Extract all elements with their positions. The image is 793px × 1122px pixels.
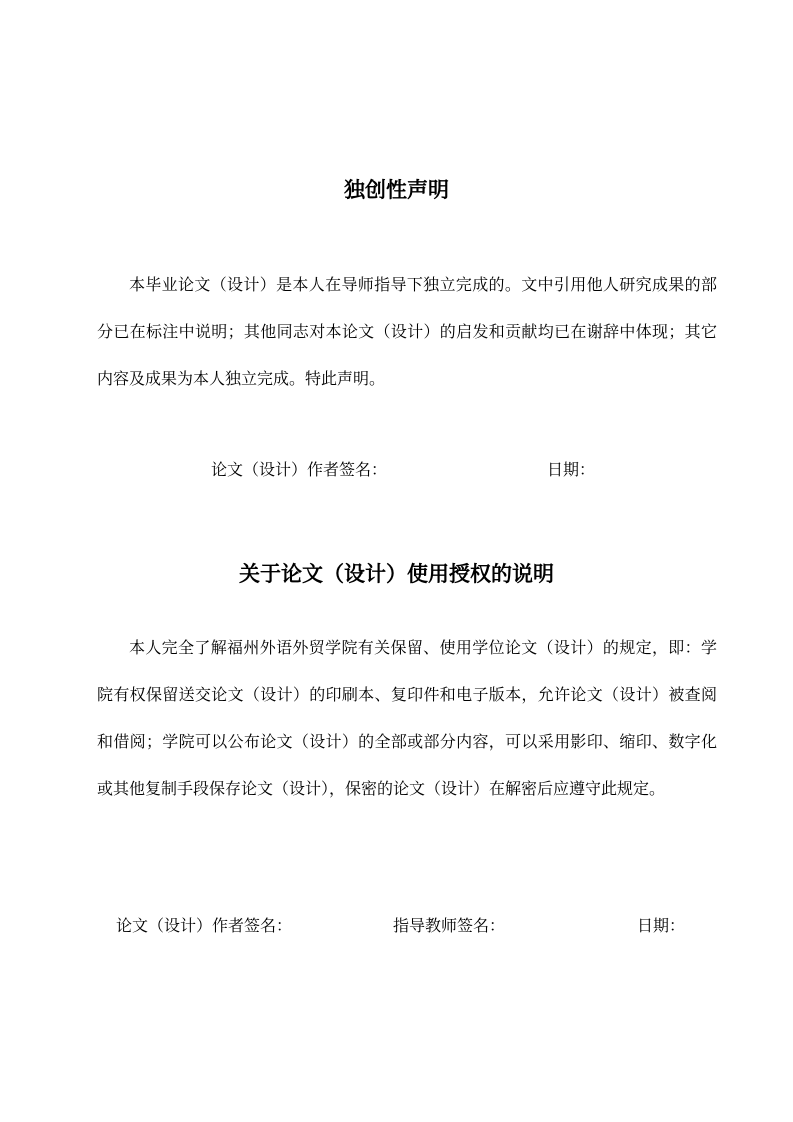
authorization-advisor-signature-label: 指导教师签名： <box>393 916 506 935</box>
declaration-body: 本毕业论文（设计）是本人在导师指导下独立完成的。文中引用他人研究成果的部分已在标注中说明；其他同志对本论文（设计）的启发和贡献均已在谢辞中体现；其它内容及成果为本人独立完成。特此声明。 <box>97 275 717 388</box>
declaration-date-label: 日期： <box>547 460 596 479</box>
declaration-title: 独创性声明 <box>344 177 449 202</box>
authorization-body: 本人完全了解福州外语外贸学院有关保留、使用学位论文（设计）的规定，即：学院有权保留送交论文（设计）的印刷本、复印件和电子版本，允许论文（设计）被查阅和借阅；学院可以公布论文（设计）的全部或部分内容，可以采用影印、缩印、数字化或其他复制手段保存论文（设计），保密的论文（设计）在解密后应遵守此规定。 <box>97 638 717 798</box>
authorization-date-label: 日期： <box>637 916 686 935</box>
authorization-title: 关于论文（设计）使用授权的说明 <box>239 561 554 586</box>
declaration-author-signature-label: 论文（设计）作者签名： <box>211 460 388 479</box>
authorization-author-signature-label: 论文（设计）作者签名： <box>116 916 293 935</box>
